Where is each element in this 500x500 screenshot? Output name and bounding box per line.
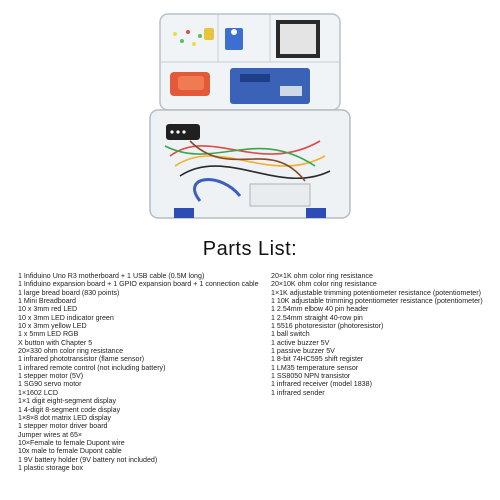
servo-motor [225,28,243,50]
parts-list-item: 1 2.54mm elbow 40 pin header [271,305,369,314]
parts-list-item: 10 x 3mm LED indicator green [18,313,114,322]
parts-list-item: 1 2.54mm straight 40-row pin [271,313,363,322]
parts-list-item: 1 large bread board (830 points) [18,288,120,297]
parts-list-item: 1 9V battery holder (9V battery not included) [18,455,158,464]
parts-list-item: 1 Infiduino Uno R3 motherboard + 1 USB cable (0.5M long) [18,272,205,280]
parts-list-item: 1×1 digit eight-segment display [18,397,116,406]
parts-list-left [18,272,259,472]
parts-list-item: 20×1K ohm color ring resistance [271,272,373,280]
parts-list-item: 1 10K adjustable trimming potentiometer resistance (potentiometer) [271,297,483,306]
breadboard [250,184,310,206]
parts-list-item: 1 Mini Breadboard [18,297,76,306]
parts-list-item: 1 infrared sender [271,388,325,397]
parts-list-item: 1 infrared receiver (model 1838) [271,380,372,389]
parts-list-item: 1×1602 LCD [18,388,59,397]
infrared-remote [166,124,200,140]
parts-list-item: 1 4-digit 8-segment code display [18,405,121,414]
parts-list-right [271,272,483,397]
product-photo [130,6,360,226]
parts-list-item: 20×330 ohm color ring resistance [18,347,124,356]
uno-board [230,68,310,104]
parts-list-item: 1 SS8050 NPN transistor [271,372,351,381]
parts-list-item: 1×8×8 dot matrix LED display [18,413,112,422]
resistor-bundle [170,72,210,96]
parts-list-item: 1 plastic storage box [18,463,84,472]
parts-list-item: 1 passive buzzer 5V [271,347,335,356]
parts-list-item: 1 infrared remote control (not including battery) [18,363,166,372]
dot-matrix-display [276,20,320,58]
parts-list-item: 10 x 3mm yellow LED [18,322,87,331]
parts-list-item: 1 stepper motor driver board [18,422,108,431]
parts-list-item: 1 8-bit 74HC595 shift register [271,355,364,364]
parts-list-item: 1 active buzzer 5V [271,338,330,347]
parts-list-item: 1 LM35 temperature sensor [271,363,359,372]
parts-list-item: 10 x 3mm red LED [18,305,78,314]
parts-list-item: 1 5516 photoresistor (photoresistor) [271,322,384,331]
parts-list-item: X button with Chapter 5 [18,338,93,347]
parts-list-item: 1 ball switch [271,330,310,339]
page-title: Parts List: [202,238,298,260]
parts-list-item: 1 infrared phototransistor (flame sensor) [18,355,145,364]
parts-list-item: Jumper wires at 65× [18,430,83,439]
parts-list-item: 1 SG90 servo motor [18,380,82,389]
parts-list-item: 1 Infiduino expansion board + 1 GPIO expansion board + 1 connection cable [18,280,259,289]
parts-list-item: 20×10K ohm color ring resistance [271,280,377,289]
parts-list-item: 10×Female to female Dupont wire [18,438,125,447]
parts-list-item: 1×1K adjustable trimming potentiometer resistance (potentiometer) [271,288,481,297]
parts-list-item: 1 stepper motor (5V) [18,372,84,381]
parts-list-item: 10x male to female Dupont cable [18,447,122,456]
parts-list-item: 1 x 5mm LED RGB [18,330,79,339]
